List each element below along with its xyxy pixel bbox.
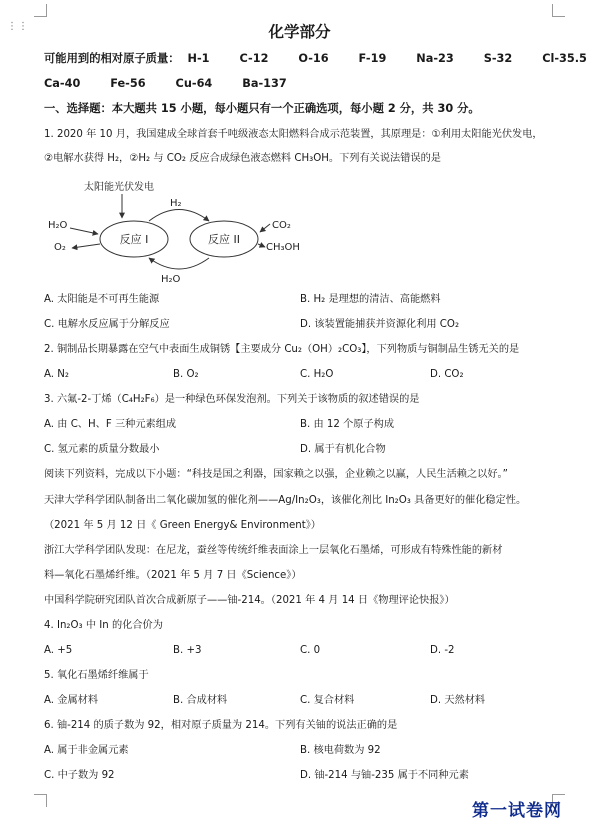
q1-option-a[interactable]: A. 太阳能是不可再生能源 bbox=[44, 294, 160, 305]
atomic-mass-item: C-12 bbox=[239, 52, 269, 65]
co2-input-arrow bbox=[260, 224, 270, 232]
reading-paragraph-1: 天津大学科学团队制备出二氧化碳加氢的催化剂——Ag/In₂O₃，该催化剂比 In₂O₃ 具备更好的催化稳定性。 bbox=[44, 495, 527, 506]
reading-paragraph-2-line-1: 浙江大学科学团队发现：在尼龙，蚕丝等传统纤维表面涂上一层氧化石墨烯，可形成有特殊性能的新材 bbox=[44, 545, 503, 556]
page-title: 化学部分 bbox=[268, 23, 331, 41]
h2o-input-label: H₂O bbox=[48, 220, 68, 231]
q1-option-b[interactable]: B. H₂ 是理想的清洁、高能燃料 bbox=[300, 294, 441, 305]
section-heading: 一、选择题：本大题共 15 小题，每小题只有一个正确选项，每小题 2 分，共 30 分。 bbox=[44, 102, 480, 115]
question-3-stem: 3. 六氟-2-丁烯（C₄H₂F₆）是一种绿色环保发泡剂。下列关于该物质的叙述错误的是 bbox=[44, 394, 420, 405]
atomic-mass-item: F-19 bbox=[358, 52, 387, 65]
q6-option-b[interactable]: B. 核电荷数为 92 bbox=[300, 745, 381, 756]
q2-option-d[interactable]: D. CO₂ bbox=[430, 369, 464, 380]
ch3oh-output-label: CH₃OH bbox=[266, 242, 300, 253]
q4-option-b[interactable]: B. +3 bbox=[173, 645, 202, 656]
q1-option-d[interactable]: D. 该装置能捕获并资源化利用 CO₂ bbox=[300, 319, 460, 330]
h2o-flow-arrow bbox=[149, 258, 209, 269]
site-watermark: 第一试卷网 bbox=[472, 801, 562, 821]
reaction-2-label: 反应 II bbox=[208, 233, 240, 246]
question-5-stem: 5. 氧化石墨烯纤维属于 bbox=[44, 670, 149, 681]
h2o-input-arrow bbox=[70, 228, 98, 234]
h2o-bottom-label: H₂O bbox=[161, 274, 181, 285]
h2-top-label: H₂ bbox=[170, 198, 182, 209]
atomic-mass-item: Na-23 bbox=[416, 52, 454, 65]
crop-mark-bottom-left bbox=[34, 794, 47, 807]
crop-mark-top-left bbox=[34, 4, 47, 17]
q6-option-d[interactable]: D. 铀-214 与铀-235 属于不同种元素 bbox=[300, 770, 469, 781]
atomic-mass-item: Ca-40 bbox=[44, 77, 81, 90]
q4-option-a[interactable]: A. +5 bbox=[44, 645, 73, 656]
atomic-mass-item: S-32 bbox=[483, 52, 513, 65]
q4-option-d[interactable]: D. -2 bbox=[430, 645, 455, 656]
atomic-mass-item: Ba-137 bbox=[242, 77, 287, 90]
question-2-stem: 2. 铜制品长期暴露在空气中表面生成铜锈【主要成分 Cu₂（OH）₂CO₃】，下列物质与铜制品生锈无关的是 bbox=[44, 344, 520, 355]
q4-option-c[interactable]: C. 0 bbox=[300, 645, 321, 656]
q5-option-d[interactable]: D. 天然材料 bbox=[430, 695, 486, 706]
q3-option-d[interactable]: D. 属于有机化合物 bbox=[300, 444, 386, 455]
atomic-mass-item: O-16 bbox=[298, 52, 329, 65]
question-1-stem-line-1: 1. 2020 年 10 月，我国建成全球首套千吨级液态太阳燃料合成示范装置，其原理是：①利用太阳能光伏发电， bbox=[44, 129, 543, 140]
co2-input-label: CO₂ bbox=[272, 220, 291, 231]
question-6-stem: 6. 铀-214 的质子数为 92，相对原子质量为 214。下列有关铀的说法正确的是 bbox=[44, 720, 398, 731]
q1-option-c[interactable]: C. 电解水反应属于分解反应 bbox=[44, 319, 170, 330]
q3-option-b[interactable]: B. 由 12 个原子构成 bbox=[300, 419, 395, 430]
q6-option-a[interactable]: A. 属于非金属元素 bbox=[44, 745, 129, 756]
atomic-mass-item: Fe-56 bbox=[110, 77, 146, 90]
q5-option-b[interactable]: B. 合成材料 bbox=[173, 695, 228, 706]
question-1-stem-line-2: ②电解水获得 H₂，②H₂ 与 CO₂ 反应合成绿色液态燃料 CH₃OH。下列有关说法错误的是 bbox=[44, 153, 441, 164]
atomic-mass-row-1 bbox=[44, 52, 587, 66]
atomic-mass-item: Cu-64 bbox=[175, 77, 213, 90]
drag-handle-icon[interactable]: ⋮⋮ bbox=[7, 21, 29, 32]
h2-flow-arrow bbox=[149, 210, 209, 222]
q5-option-c[interactable]: C. 复合材料 bbox=[300, 695, 355, 706]
atomic-mass-item: H-1 bbox=[187, 52, 210, 65]
q6-option-c[interactable]: C. 中子数为 92 bbox=[44, 770, 115, 781]
solar-pv-label: 太阳能光伏发电 bbox=[84, 182, 154, 193]
reading-paragraph-3: 中国科学院研究团队首次合成新原子——铀-214。（2021 年 4 月 14 日《物理评论快报》） bbox=[44, 595, 455, 606]
reading-intro: 阅读下列资料，完成以下小题：“科技是国之利器，国家赖之以强，企业赖之以赢，人民生活赖之以好。” bbox=[44, 469, 508, 480]
o2-output-label: O₂ bbox=[54, 242, 66, 253]
reaction-cycle-diagram bbox=[44, 176, 314, 288]
q2-option-a[interactable]: A. N₂ bbox=[44, 369, 69, 380]
o2-output-arrow bbox=[72, 244, 100, 248]
q2-option-c[interactable]: C. H₂O bbox=[300, 369, 334, 380]
crop-mark-top-right bbox=[552, 4, 565, 17]
atomic-mass-item: Cl-35.5 bbox=[542, 52, 587, 65]
atomic-mass-label: 可能用到的相对原子质量： bbox=[44, 52, 180, 65]
q5-option-a[interactable]: A. 金属材料 bbox=[44, 695, 99, 706]
reaction-1-label: 反应 I bbox=[119, 233, 149, 246]
q3-option-a[interactable]: A. 由 C、H、F 三种元素组成 bbox=[44, 419, 177, 430]
q2-option-b[interactable]: B. O₂ bbox=[173, 369, 199, 380]
question-4-stem: 4. In₂O₃ 中 In 的化合价为 bbox=[44, 620, 163, 631]
atomic-mass-row-2 bbox=[44, 77, 287, 91]
reading-paragraph-2-line-2: 料—氧化石墨烯纤维。（2021 年 5 月 7 日《Science》） bbox=[44, 570, 302, 581]
q3-option-c[interactable]: C. 氢元素的质量分数最小 bbox=[44, 444, 160, 455]
reading-paragraph-1-source: （2021 年 5 月 12 日《 Green Energy& Environment》） bbox=[44, 520, 321, 531]
ch3oh-output-arrow bbox=[258, 244, 265, 247]
